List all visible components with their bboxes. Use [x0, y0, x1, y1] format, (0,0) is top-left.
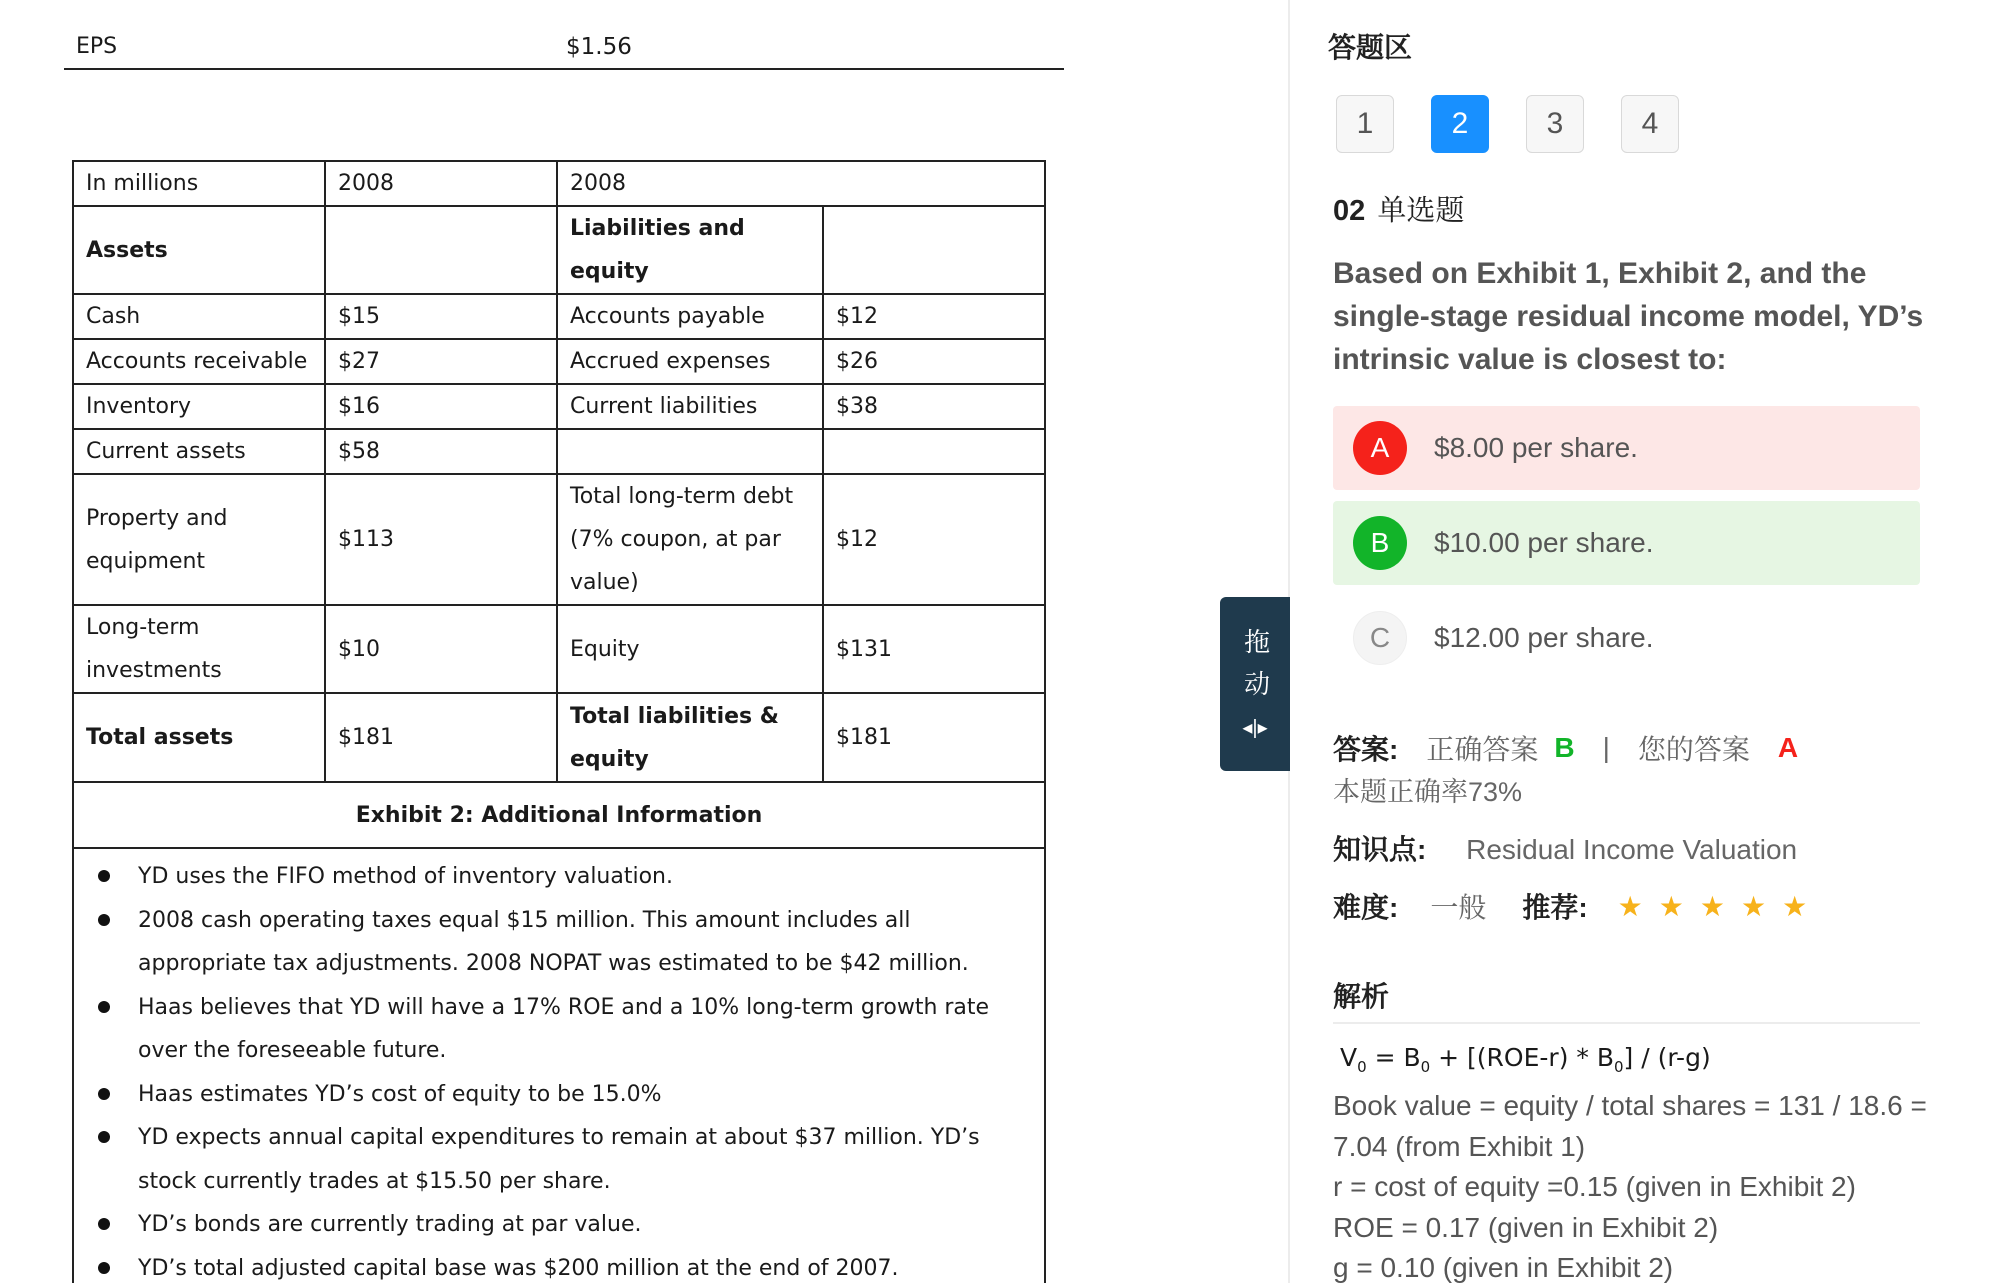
total-liabilities-value: $181: [823, 693, 1045, 782]
question-nav-button-2[interactable]: 2: [1431, 95, 1489, 153]
knowledge-label: 知识点:: [1333, 834, 1427, 865]
table-section-row: [73, 206, 1045, 294]
asset-value: $15: [325, 294, 557, 339]
exhibit-1-balance-sheet: [72, 160, 1046, 1283]
table-row: [73, 693, 1045, 782]
option-b-badge: B: [1353, 516, 1407, 570]
liability-value: $38: [823, 384, 1045, 429]
assets-heading: Assets: [73, 206, 325, 294]
question-nav: [1336, 95, 1679, 153]
answer-area-title: 答题区: [1328, 32, 1413, 63]
liability-label: Accounts payable: [557, 294, 823, 339]
total-liabilities-label: Total liabilities & equity: [557, 693, 823, 782]
recommend-stars: [1618, 890, 1808, 923]
table-row: [73, 339, 1045, 384]
accuracy-rate: 本题正确率73%: [1333, 777, 1523, 807]
asset-value: $113: [325, 474, 557, 605]
formula-subscript: 0: [1614, 1058, 1624, 1076]
table-cell: [325, 206, 557, 294]
liability-value: $131: [823, 605, 1045, 693]
drag-handle-label: 拖动: [1240, 628, 1271, 712]
option-c-text: $12.00 per share.: [1434, 622, 1654, 653]
formula-part: + [(ROE-r) * B: [1430, 1043, 1614, 1072]
option-c-badge: C: [1353, 611, 1407, 665]
question-nav-button-3[interactable]: 3: [1526, 95, 1584, 153]
liability-value: $26: [823, 339, 1045, 384]
asset-value: $10: [325, 605, 557, 693]
header-cell: 2008: [325, 161, 557, 206]
question-type: 单选题: [1377, 195, 1465, 227]
asset-label: Current assets: [73, 429, 325, 474]
list-item: 2008 cash operating taxes equal $15 million. This amount includes all appropriate tax adjustments. 2008 NOPAT was estimated to be $42 million.: [86, 899, 1026, 986]
knowledge-value: Residual Income Valuation: [1466, 834, 1798, 865]
table-row: [73, 294, 1045, 339]
option-c[interactable]: [1333, 596, 1920, 680]
liability-label: Equity: [557, 605, 823, 693]
liability-label: Total long-term debt (7% coupon, at par value): [557, 474, 823, 605]
star-icon: ★: [1741, 890, 1767, 922]
drag-handle[interactable]: [1220, 597, 1290, 771]
difficulty-label: 难度:: [1333, 892, 1399, 923]
asset-value: $16: [325, 384, 557, 429]
liability-label: Accrued expenses: [557, 339, 823, 384]
formula-subscript: 0: [1420, 1058, 1431, 1076]
correct-answer-letter: B: [1554, 732, 1575, 763]
option-a[interactable]: [1333, 406, 1920, 490]
table-header-row: [73, 161, 1045, 206]
formula-subscript: 0: [1357, 1058, 1367, 1076]
asset-label: Cash: [73, 294, 325, 339]
formula-part: = B: [1366, 1043, 1421, 1072]
asset-label: Long-term investments: [73, 605, 325, 693]
list-item: YD uses the FIFO method of inventory valuation.: [86, 855, 1026, 899]
exhibit-2-bullets: [86, 855, 1026, 1283]
analysis-line: Book value = equity / total shares = 131 / 18.6 = 7.04 (from Exhibit 1): [1333, 1090, 1927, 1162]
formula-part: ] / (r-g): [1623, 1043, 1711, 1072]
exhibit-2-title-row: [73, 782, 1045, 848]
liabilities-heading: Liabilities and equity: [557, 206, 823, 294]
question-text: Based on Exhibit 1, Exhibit 2, and the single-stage residual income model, YD’s intrinsic value is closest to:: [1333, 257, 1924, 376]
formula-part: V: [1340, 1043, 1358, 1072]
eps-value: $1.56: [566, 34, 632, 60]
analysis-title: 解析: [1333, 981, 1390, 1012]
liability-value: $12: [823, 294, 1045, 339]
liability-label: Current liabilities: [557, 384, 823, 429]
total-assets-value: $181: [325, 693, 557, 782]
analysis-line: g = 0.10 (given in Exhibit 2): [1333, 1252, 1674, 1283]
analysis-line: r = cost of equity =0.15 (given in Exhibit 2): [1333, 1171, 1856, 1202]
analysis-formula: [1340, 1043, 1711, 1076]
correct-answer-label: 正确答案: [1426, 734, 1539, 765]
exhibit-2-body-row: [73, 848, 1045, 1283]
drag-arrows-icon: ◂|▸: [1242, 717, 1268, 739]
header-cell: In millions: [73, 161, 325, 206]
analysis-text: [1333, 1086, 1933, 1283]
liability-label: [557, 429, 823, 474]
star-icon: ★: [1699, 890, 1725, 922]
option-b-text: $10.00 per share.: [1434, 527, 1654, 558]
list-item: Haas estimates YD’s cost of equity to be 15.0%: [86, 1073, 1026, 1117]
analysis-divider: [1333, 1022, 1920, 1024]
list-item: YD’s total adjusted capital base was $200 million at the end of 2007.: [86, 1247, 1026, 1283]
option-a-text: $8.00 per share.: [1434, 432, 1638, 463]
knowledge-point: [1333, 828, 1797, 868]
asset-label: Property and equipment: [73, 474, 325, 605]
asset-value: $27: [325, 339, 557, 384]
answer-label: 答案:: [1333, 734, 1399, 765]
recommend-label: 推荐:: [1522, 892, 1588, 923]
header-cell: 2008: [557, 161, 1045, 206]
exhibit-2-title: Exhibit 2: Additional Information: [73, 782, 1045, 848]
liability-value: $12: [823, 474, 1045, 605]
option-b[interactable]: [1333, 501, 1920, 585]
liability-value: [823, 429, 1045, 474]
asset-label: Inventory: [73, 384, 325, 429]
answer-line: [1333, 728, 1798, 768]
difficulty-value: 一般: [1430, 892, 1487, 923]
total-assets-label: Total assets: [73, 693, 325, 782]
star-icon: ★: [1782, 890, 1808, 922]
option-a-badge: A: [1353, 421, 1407, 475]
question-nav-button-4[interactable]: 4: [1621, 95, 1679, 153]
asset-value: $58: [325, 429, 557, 474]
list-item: YD expects annual capital expenditures to remain at about $37 million. YD’s stock currently trades at $15.50 per share.: [86, 1116, 1026, 1203]
star-icon: ★: [1658, 890, 1684, 922]
your-answer-letter: A: [1777, 732, 1799, 763]
question-number: 02: [1333, 195, 1366, 227]
answer-pane: [1290, 0, 2000, 1283]
star-icon: ★: [1617, 890, 1643, 922]
eps-row: [64, 26, 1064, 70]
table-row: [73, 474, 1045, 605]
analysis-line: ROE = 0.17 (given in Exhibit 2): [1333, 1211, 1719, 1243]
asset-label: Accounts receivable: [73, 339, 325, 384]
table-row: [73, 384, 1045, 429]
question-header: [1333, 188, 1464, 229]
question-nav-button-1[interactable]: 1: [1336, 95, 1394, 153]
answer-separator: |: [1602, 732, 1610, 763]
table-row: [73, 429, 1045, 474]
table-cell: [823, 206, 1045, 294]
table-row: [73, 605, 1045, 693]
list-item: Haas believes that YD will have a 17% ROE and a 10% long-term growth rate over the foreseeable future.: [86, 986, 1026, 1073]
your-answer-label: 您的答案: [1637, 734, 1750, 765]
difficulty-row: [1333, 886, 1807, 926]
list-item: YD’s bonds are currently trading at par value.: [86, 1203, 1026, 1247]
eps-label: EPS: [76, 34, 118, 59]
exhibit-2-body: [73, 848, 1045, 1283]
